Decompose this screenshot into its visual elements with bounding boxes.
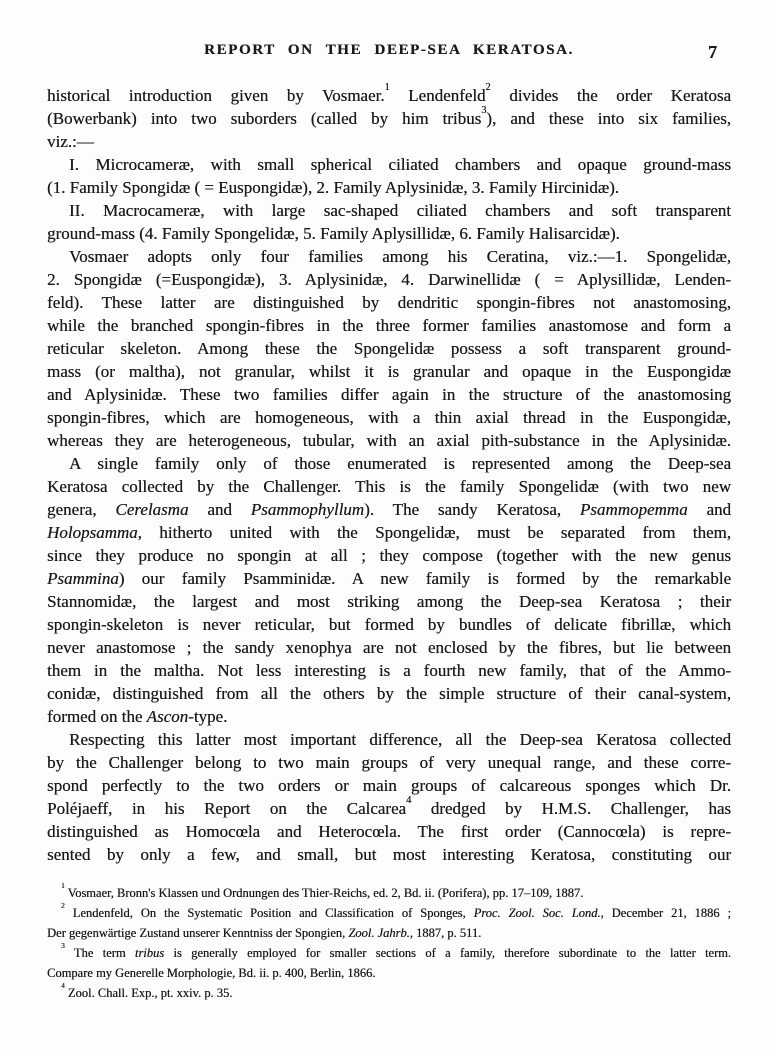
text-segment: I. Microcameræ, with small spherical ciliated chambers and opaque ground-mass	[69, 155, 731, 174]
footnote-marker: 4	[61, 981, 65, 991]
text-segment: The term	[64, 946, 135, 960]
text-segment: sented by only a few, and small, but most interesting Keratosa, constituting our	[47, 845, 731, 864]
text-line	[47, 820, 731, 843]
text-line	[47, 544, 731, 567]
text-line	[47, 153, 731, 176]
text-segment: Poléjaeff, in his Report on the Calcarea	[47, 799, 407, 818]
text-segment: since they produce no spongin at all ; they compose (together with the new genus	[47, 546, 731, 565]
text-line	[47, 567, 731, 590]
text-line	[47, 521, 731, 544]
text-line	[47, 452, 731, 475]
footnote-line	[47, 963, 731, 983]
text-segment: while the branched spongin-fibres in the three former families anastomose and form a	[47, 316, 731, 335]
italic-text: Zool. Jahrb.	[348, 926, 410, 940]
text-line	[47, 705, 731, 728]
text-segment: Keratosa collected by the Challenger. This is the family Spongelidæ (with two new	[47, 477, 731, 496]
page-header	[47, 42, 731, 64]
italic-text: tribus	[134, 946, 165, 960]
text-segment: dredged by H.M.S. Challenger, has	[411, 799, 731, 818]
footnote-line	[47, 983, 731, 1003]
footnote-marker: 1	[384, 81, 390, 93]
text-line	[47, 222, 731, 245]
text-line	[47, 475, 731, 498]
text-line	[47, 268, 731, 291]
paragraph	[47, 452, 731, 728]
italic-text: Cerelasma	[115, 500, 189, 519]
text-line	[47, 81, 731, 107]
text-segment: formed on the	[47, 707, 147, 726]
text-segment: II. Macrocameræ, with large sac-shaped ciliated chambers and soft transparent	[69, 201, 731, 220]
text-line	[47, 337, 731, 360]
text-line	[47, 406, 731, 429]
footnote-marker: 2	[61, 901, 65, 911]
page-number: 7	[708, 42, 717, 62]
text-line	[47, 728, 731, 751]
text-segment: Zool. Chall. Exp., pt. xxiv. p. 35.	[64, 986, 233, 1000]
paragraph	[47, 153, 731, 199]
page-title: REPORT ON THE DEEP-SEA KERATOSA.	[204, 42, 574, 58]
italic-text: Psammophyllum	[250, 500, 365, 519]
footnotes	[47, 883, 731, 1003]
text-segment: historical introduction given by Vosmaer.	[47, 86, 385, 105]
text-segment: spongin-fibres, which are homogeneous, with a thin axial thread in the Euspongidæ,	[47, 408, 731, 427]
footnote-line	[47, 923, 731, 943]
footnote-marker: 4	[406, 794, 412, 806]
text-line	[47, 199, 731, 222]
text-segment: Lendenfeld, On the Systematic Position and Classification of Sponges,	[64, 906, 474, 920]
text-segment: (1. Family Spongidæ ( = Euspongidæ), 2. Family Aplysinidæ, 3. Family Hircinidæ).	[47, 178, 620, 197]
text-segment: , hitherto united with the Spongelidæ, must be separated from them,	[137, 523, 731, 542]
text-line	[47, 245, 731, 268]
text-line	[47, 794, 731, 820]
footnote-line	[47, 903, 731, 923]
text-segment: Der gegenwärtige Zustand unserer Kenntniss der Spongien,	[47, 926, 349, 940]
text-line	[47, 360, 731, 383]
text-segment: reticular skeleton. Among these the Spongelidæ possess a soft transparent ground-	[47, 339, 731, 358]
body-text	[47, 81, 731, 866]
text-segment: Respecting this latter most important difference, all the Deep-sea Keratosa collected	[69, 730, 731, 749]
text-line	[47, 659, 731, 682]
text-segment: ). The sandy Keratosa,	[364, 500, 580, 519]
footnote-line	[47, 943, 731, 963]
text-segment: spond perfectly to the two orders or main groups of calcareous sponges which Dr.	[47, 776, 731, 795]
footnote-marker: 3	[61, 941, 65, 951]
text-segment: divides the order Keratosa	[490, 86, 731, 105]
paragraph	[47, 728, 731, 866]
text-segment: mass (or maltha), not granular, whilst it is granular and opaque in the Euspongidæ	[47, 362, 731, 381]
italic-text: Holopsamma	[47, 523, 138, 542]
text-segment: Compare my Generelle Morphologie, Bd. ii. p. 400, Berlin, 1866.	[47, 966, 376, 980]
text-segment: spongin-skeleton is never reticular, but formed by bundles of delicate fibrillæ, which	[47, 615, 731, 634]
text-line	[47, 314, 731, 337]
text-segment: -type.	[188, 707, 228, 726]
text-line	[47, 429, 731, 452]
paragraph	[47, 245, 731, 452]
text-line	[47, 130, 731, 153]
text-segment: conidæ, distinguished from all the others by the simple structure of their canal-system,	[47, 684, 731, 703]
text-segment: Stannomidæ, the largest and most striking among the Deep-sea Keratosa ; their	[47, 592, 731, 611]
text-segment: Lendenfeld	[389, 86, 486, 105]
text-segment: , 1887, p. 511.	[409, 926, 482, 940]
text-segment: by the Challenger belong to two main groups of very unequal range, and these corre-	[47, 753, 731, 772]
text-line	[47, 590, 731, 613]
text-segment: whereas they are heterogeneous, tubular, with an axial pith-substance in the Aplysinidæ.	[47, 431, 731, 450]
footnote-marker: 2	[485, 81, 491, 93]
text-segment: ground-mass (4. Family Spongelidæ, 5. Family Aplysillidæ, 6. Family Halisarcidæ).	[47, 224, 620, 243]
text-line	[47, 843, 731, 866]
footnote-marker: 3	[481, 104, 487, 116]
italic-text: Psammina	[47, 569, 119, 588]
footnote-marker: 1	[61, 881, 65, 891]
text-segment: and Aplysinidæ. These two families differ again in the structure of the anastomosing	[47, 385, 731, 404]
text-segment: ) our family Psamminidæ. A new family is formed by the remarkable	[118, 569, 731, 588]
text-segment: and	[188, 500, 251, 519]
text-line	[47, 613, 731, 636]
text-segment: Vosmaer, Bronn's Klassen und Ordnungen des Thier-Reichs, ed. 2, Bd. ii. (Porifera), pp. 17–109, 1887.	[64, 886, 584, 900]
text-segment: , December 21, 1886 ;	[600, 906, 731, 920]
text-segment: and	[687, 500, 731, 519]
text-line	[47, 498, 731, 521]
italic-text: Ascon	[146, 707, 189, 726]
footnote-line	[47, 883, 731, 903]
text-line	[47, 383, 731, 406]
text-segment: viz.:—	[47, 132, 94, 151]
text-segment: genera,	[47, 500, 116, 519]
text-segment: A single family only of those enumerated is represented among the Deep-sea	[69, 454, 731, 473]
text-segment: 2. Spongidæ (=Euspongidæ), 3. Aplysinidæ, 4. Darwinellidæ ( = Aplysillidæ, Lenden-	[47, 270, 731, 289]
text-segment: Vosmaer adopts only four families among his Ceratina, viz.:—1. Spongelidæ,	[69, 247, 731, 266]
text-segment: feld). These latter are distinguished by dendritic spongin-fibres not anastomosing,	[47, 293, 731, 312]
paragraph	[47, 199, 731, 245]
text-line	[47, 774, 731, 797]
italic-text: Psammopemma	[579, 500, 688, 519]
text-segment: never anastomose ; the sandy xenophya are not enclosed by the fibres, but lie between	[47, 638, 731, 657]
text-segment: (Bowerbank) into two suborders (called by him tribus	[47, 109, 482, 128]
text-segment: distinguished as Homocœla and Heterocœla. The first order (Cannocœla) is repre-	[47, 822, 731, 841]
text-line	[47, 291, 731, 314]
text-segment: them in the maltha. Not less interesting is a fourth new family, that of the Ammo-	[47, 661, 731, 680]
text-line	[47, 176, 731, 199]
paragraph	[47, 81, 731, 153]
text-segment: is generally employed for smaller sections of a family, therefore subordinate to the latter term.	[164, 946, 731, 960]
text-line	[47, 104, 731, 130]
italic-text: Proc. Zool. Soc. Lond.	[473, 906, 601, 920]
text-line	[47, 751, 731, 774]
text-line	[47, 682, 731, 705]
text-segment: ), and these into six families,	[486, 109, 731, 128]
text-line	[47, 636, 731, 659]
